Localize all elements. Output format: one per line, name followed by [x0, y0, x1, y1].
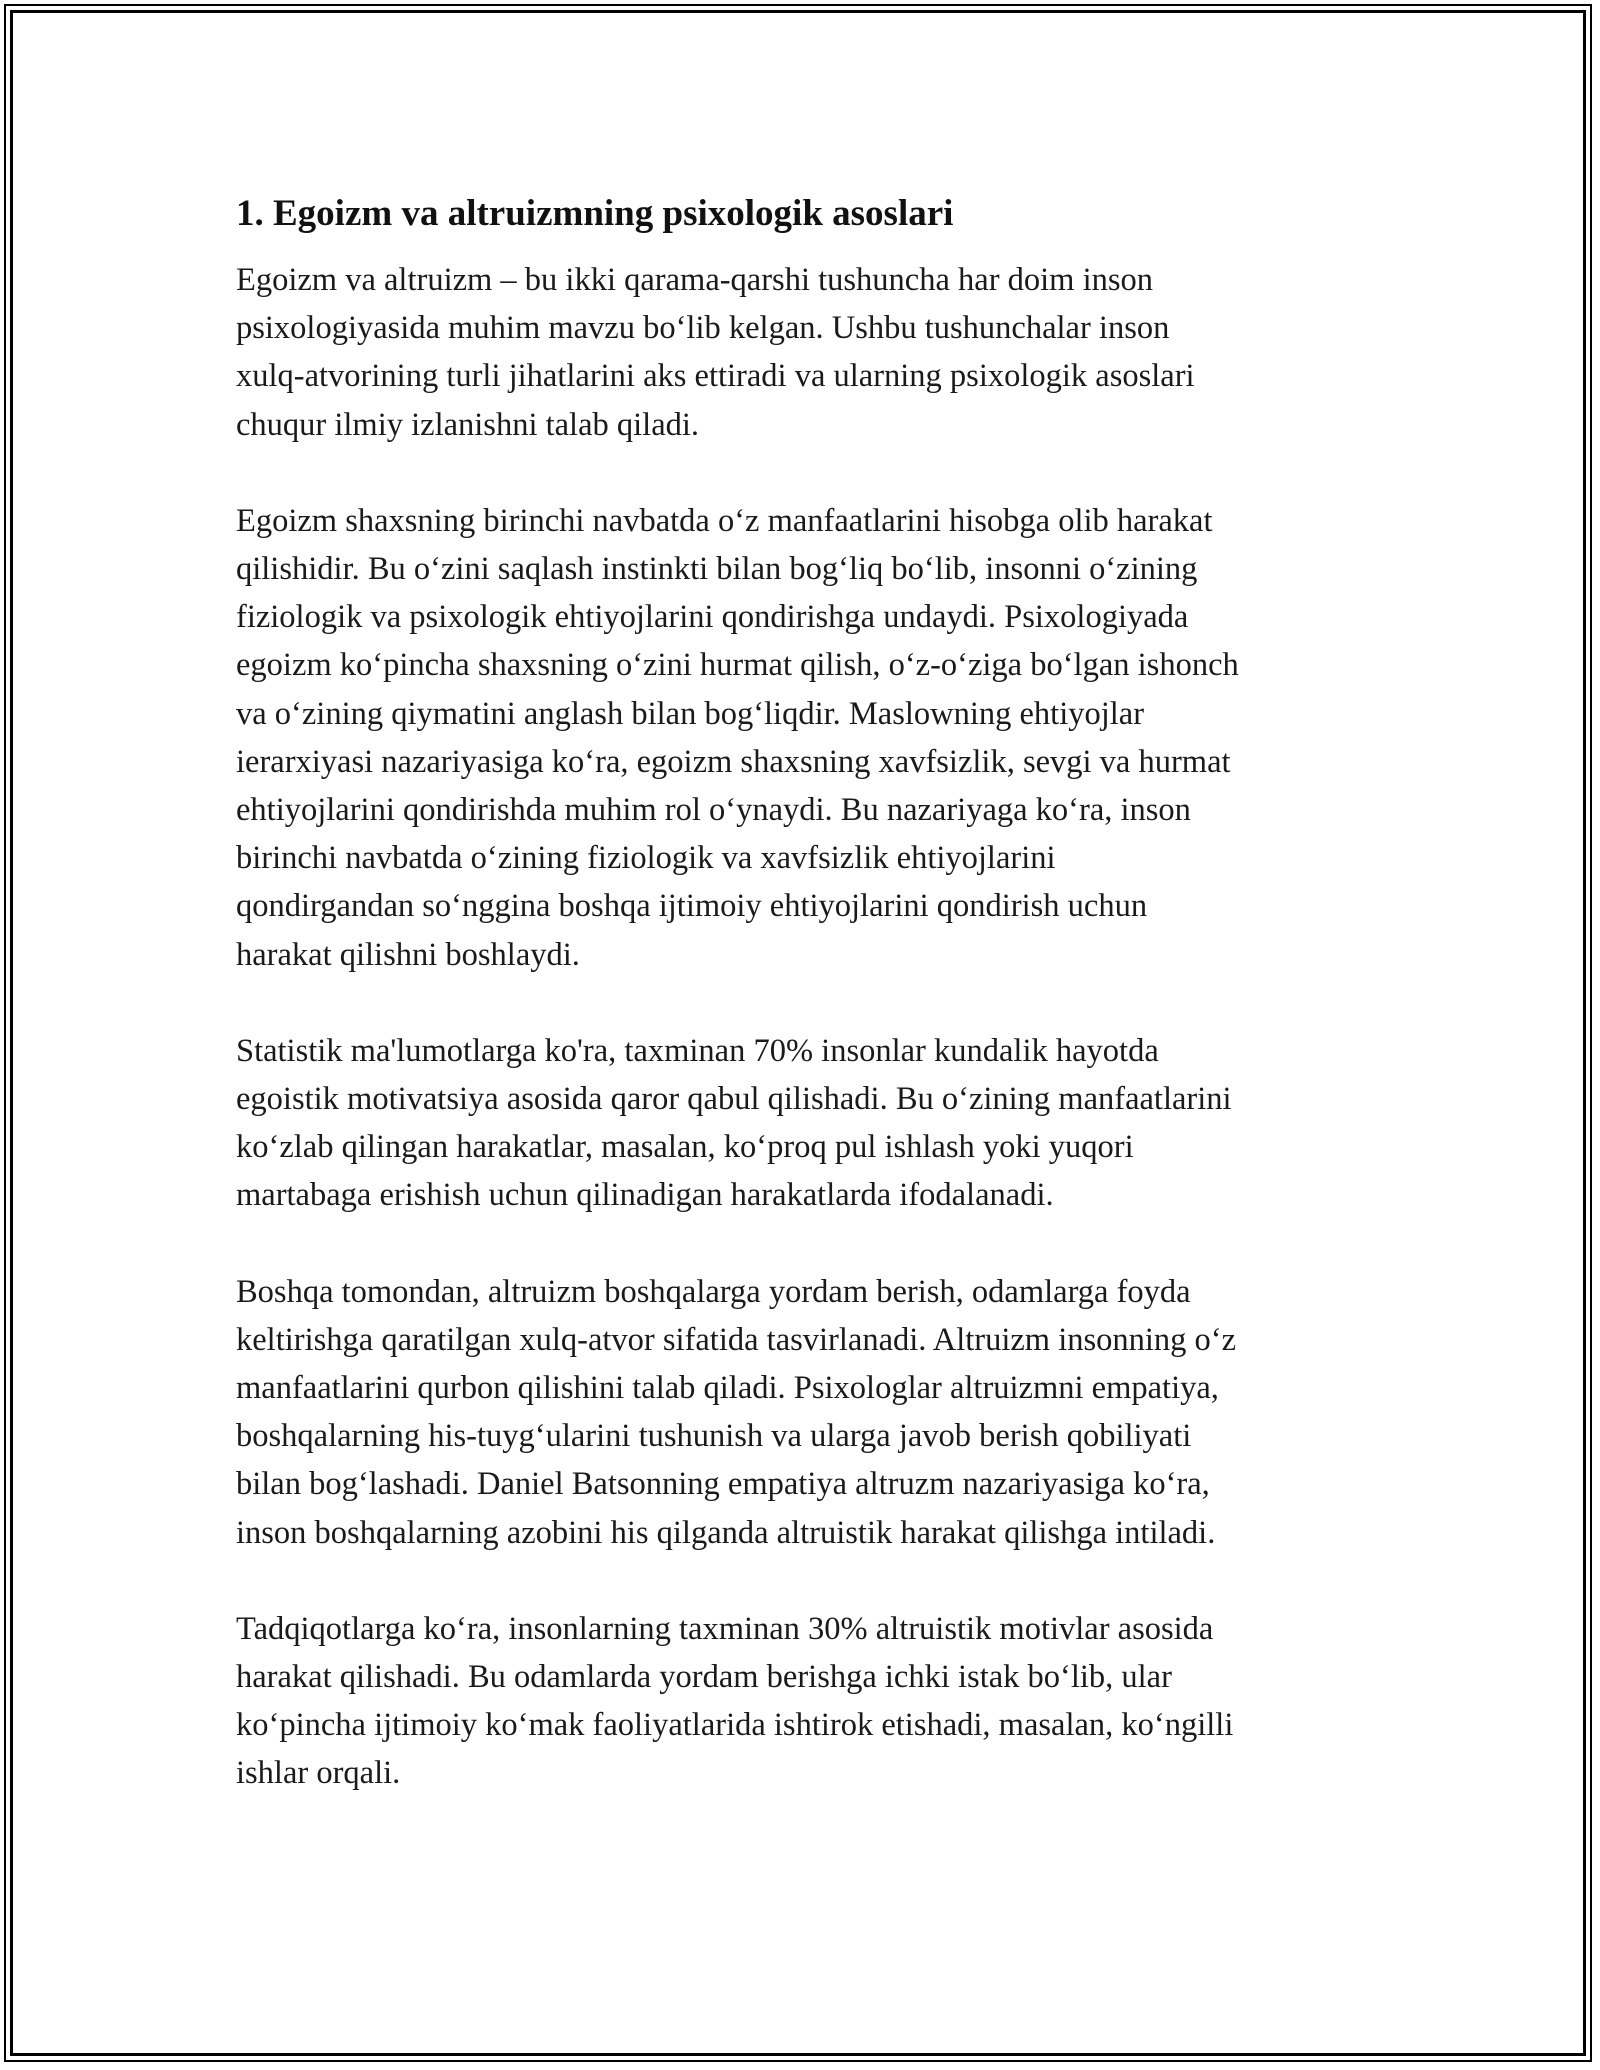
section-heading: 1. Egoizm va altruizmning psixologik asoslari — [236, 193, 954, 234]
text-line: martabaga erishish uchun qilinadigan harakatlarda ifodalanadi. — [236, 1177, 1054, 1214]
text-line: xulq-atvorining turli jihatlarini aks ettiradi va ularning psixologik asoslari — [236, 358, 1195, 395]
text-line: boshqalarning his-tuygʻularini tushunish va ularga javob berish qobiliyati — [236, 1418, 1192, 1455]
text-line: harakat qilishadi. Bu odamlarda yordam berishga ichki istak boʻlib, ular — [236, 1659, 1172, 1696]
text-line: koʻzlab qilingan harakatlar, masalan, koʻproq pul ishlash yoki yuqori — [236, 1129, 1134, 1166]
text-line: Egoizm shaxsning birinchi navbatda oʻz manfaatlarini hisobga olib harakat — [236, 502, 1213, 539]
paragraph-intro — [236, 256, 1376, 449]
text-line: Tadqiqotlarga koʻra, insonlarning taxminan 30% altruistik motivlar asosida — [236, 1610, 1214, 1647]
text-line: manfaatlarini qurbon qilishini talab qiladi. Psixologlar altruizmni empatiya, — [236, 1370, 1219, 1407]
text-line: birinchi navbatda oʻzining fiziologik va xavfsizlik ehtiyojlarini — [236, 840, 1056, 877]
text-line: qilishidir. Bu oʻzini saqlash instinkti bilan bogʻliq boʻlib, insonni oʻzining — [236, 551, 1198, 588]
text-line: Statistik ma'lumotlarga ko'ra, taxminan 70% insonlar kundalik hayotda — [236, 1032, 1159, 1069]
text-line: psixologiyasida muhim mavzu boʻlib kelgan. Ushbu tushunchalar inson — [236, 310, 1170, 347]
text-line: harakat qilishni boshlaydi. — [236, 936, 580, 973]
paragraph-statistics-altruism — [236, 1605, 1376, 1798]
text-line: keltirishga qaratilgan xulq-atvor sifatida tasvirlanadi. Altruizm insonning oʻz — [236, 1321, 1237, 1358]
text-line: Boshqa tomondan, altruizm boshqalarga yordam berish, odamlarga foyda — [236, 1273, 1191, 1310]
text-line: ierarxiyasi nazariyasiga koʻra, egoizm shaxsning xavfsizlik, sevgi va hurmat — [236, 743, 1231, 780]
text-line: ehtiyojlarini qondirishda muhim rol oʻynaydi. Bu nazariyaga koʻra, inson — [236, 792, 1191, 829]
text-line: bilan bogʻlashadi. Daniel Batsonning empatiya altruzm nazariyasiga koʻra, — [236, 1466, 1210, 1503]
paragraph-statistics-egoism — [236, 1027, 1376, 1220]
text-line: qondirgandan soʻnggina boshqa ijtimoiy ehtiyojlarini qondirish uchun — [236, 888, 1148, 925]
paragraph-egoism — [236, 497, 1376, 979]
text-line: koʻpincha ijtimoiy koʻmak faoliyatlarida ishtirok etishadi, masalan, koʻngilli — [236, 1707, 1234, 1744]
paragraph-altruism — [236, 1268, 1376, 1557]
text-line: ishlar orqali. — [236, 1755, 401, 1792]
text-line: chuqur ilmiy izlanishni talab qiladi. — [236, 406, 700, 443]
text-line: inson boshqalarning azobini his qilganda altruistik harakat qilishga intiladi. — [236, 1514, 1216, 1551]
text-line: va oʻzining qiymatini anglash bilan bogʻliqdir. Maslowning ehtiyojlar — [236, 695, 1145, 732]
text-line: egoizm koʻpincha shaxsning oʻzini hurmat qilish, oʻz-oʻziga boʻlgan ishonch — [236, 647, 1239, 684]
text-line: egoistik motivatsiya asosida qaror qabul qilishadi. Bu oʻzining manfaatlarini — [236, 1081, 1232, 1118]
document-body — [236, 186, 1376, 1846]
text-line: fiziologik va psixologik ehtiyojlarini qondirishga undaydi. Psixologiyada — [236, 599, 1189, 636]
text-line: Egoizm va altruizm – bu ikki qarama-qarshi tushuncha har doim inson — [236, 262, 1153, 298]
